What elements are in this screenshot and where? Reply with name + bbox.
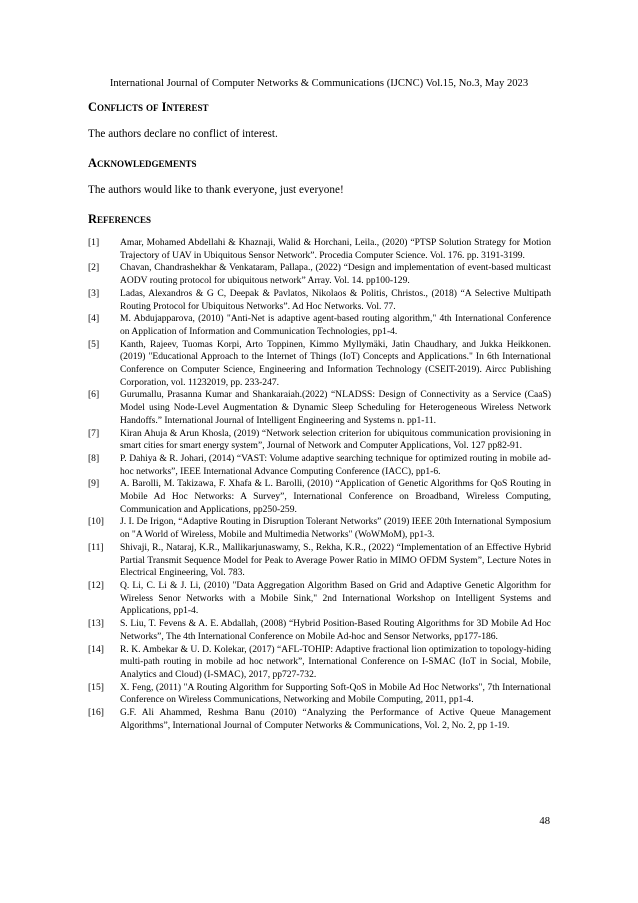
- reference-number: [3]: [88, 287, 100, 299]
- reference-item: [88, 313, 551, 338]
- reference-number: [11]: [88, 541, 104, 553]
- reference-item: [88, 682, 551, 707]
- journal-header: International Journal of Computer Networks & Communications (IJCNC) Vol.15, No.3, May 2023: [109, 78, 529, 89]
- reference-number: [6]: [88, 389, 100, 401]
- reference-item: [88, 618, 551, 643]
- acknowledgements-text: The authors would like to thank everyone, just everyone!: [88, 184, 344, 196]
- acknowledgements-heading: Acknowledgements: [88, 156, 197, 170]
- reference-number: [16]: [88, 707, 104, 719]
- conflicts-heading: Conflicts of Interest: [88, 100, 209, 114]
- reference-text: Kanth, Rajeev, Tuomas Korpi, Arto Toppinen, Kimmo Myllymäki, Jatin Chaudhary, and Jukka Heikkonen.(2019) "Educational Approach to the Internet of Things (IoT) Concepts and Applications." In 6th International Conference on Computer Science, Engineering and Information Technology (CSEIT-2019). Aircc Publishing Corporation, vol. 11232019, pp. 233-247.: [120, 338, 551, 388]
- reference-item: [88, 237, 551, 262]
- reference-item: [88, 478, 551, 516]
- reference-text: M. Abdujapparova, (2010) "Anti-Net is adaptive agent-based routing algorithm," 4th International Conference on Application of Information and Communication Technologies, pp1-4.: [120, 313, 551, 337]
- reference-number: [12]: [88, 579, 104, 591]
- reference-number: [9]: [88, 478, 100, 490]
- reference-item: [88, 262, 551, 287]
- reference-item: [88, 389, 551, 427]
- reference-text: X. Feng, (2011) "A Routing Algorithm for Supporting Soft-QoS in Mobile Ad Hoc Networks", 7th International Conference on Wireless Communications, Networking and Mobile Computing, 2011, pp1-4.: [120, 681, 551, 706]
- reference-item: [88, 580, 551, 618]
- reference-item: [88, 542, 551, 580]
- reference-number: [4]: [88, 313, 100, 325]
- reference-text: Q. Li, C. Li & J. Li, (2010) "Data Aggregation Algorithm Based on Grid and Adaptive Genetic Algorithm for Wireless Senor Networks with a Mobile Sink," 2nd International Workshop on Intelligent Systems and Applications, pp1-4.: [120, 579, 551, 617]
- reference-item: [88, 644, 551, 682]
- reference-number: [13]: [88, 618, 104, 630]
- reference-list: [88, 237, 551, 732]
- reference-text: P. Dahiya & R. Johari, (2014) “VAST: Volume adaptive searching technique for optimized routing in mobile ad-hoc networks”, IEEE International Advance Computing Conference (IACC), pp1-6.: [120, 452, 551, 477]
- reference-number: [2]: [88, 262, 100, 274]
- reference-text: Kiran Ahuja & Arun Khosla, (2019) “Network selection criterion for ubiquitous communication provisioning in smart cities for smart energy system”, Journal of Network and Computer Applications, Vol. 127 pp82-91.: [120, 427, 551, 452]
- references-heading: References: [88, 212, 151, 226]
- reference-text: J. I. De Irigon, “Adaptive Routing in Disruption Tolerant Networks” (2019) IEEE 20th International Symposium on "A World of Wireless, Mobile and Multimedia Networks" (WoWMoM), pp1-3.: [120, 516, 551, 541]
- reference-text: Ladas, Alexandros & G C, Deepak & Pavlatos, Nikolaos & Politis, Christos., (2018) “A Selective Multipath Routing Protocol for Ubiquitous Networks”. Ad Hoc Networks. Vol. 77.: [120, 287, 551, 312]
- reference-text: A. Barolli, M. Takizawa, F. Xhafa & L. Barolli, (2010) “Application of Genetic Algorithms for QoS Routing in Mobile Ad Hoc Networks: A Survey”, International Conference on Broadband, Wireless Computing, Communication and Applications, pp250-259.: [120, 478, 551, 515]
- reference-text: Shivaji, R., Nataraj, K.R., Mallikarjunaswamy, S., Rekha, K.R., (2022) “Implementation of an Effective Hybrid Partial Transmit Sequence Model for Peak to Average Power Ratio in MIMO OFDM System”, Lecture Notes in Electrical Engineering, Vol. 783.: [120, 541, 551, 579]
- reference-number: [1]: [88, 237, 100, 248]
- reference-item: [88, 707, 551, 732]
- reference-number: [7]: [88, 427, 100, 439]
- page-number: 48: [539, 816, 550, 827]
- reference-text: Chavan, Chandrashekhar & Venkataram, Pallapa., (2022) “Design and implementation of event-based multicast AODV routing protocol for ubiquitous network” Array. Vol. 14. pp100-129.: [120, 262, 551, 287]
- reference-number: [5]: [88, 338, 100, 350]
- reference-text: R. K. Ambekar & U. D. Kolekar, (2017) “AFL-TOHIP: Adaptive fractional lion optimization to topology-hiding multi-path routing in mobile ad hoc network”, International Conference on I-SMAC (IoT in Social, Mobile, Analytics and Cloud) (I-SMAC), 2017, pp727-732.: [120, 643, 551, 680]
- conflicts-text: The authors declare no conflict of interest.: [88, 128, 278, 140]
- reference-number: [15]: [88, 681, 104, 693]
- reference-item: [88, 288, 551, 313]
- reference-item: [88, 453, 551, 478]
- reference-text: S. Liu, T. Fevens & A. E. Abdallah, (2008) “Hybrid Position-Based Routing Algorithms for 3D Mobile Ad Hoc Networks”, The 4th International Conference on Mobile Ad-hoc and Sensor Networks, pp177-186.: [120, 618, 551, 642]
- reference-item: [88, 516, 551, 541]
- reference-item: [88, 428, 551, 453]
- reference-item: [88, 339, 551, 390]
- reference-text: Amar, Mohamed Abdellahi & Khaznaji, Walid & Horchani, Leila., (2020) “PTSP Solution Strategy for Motion Trajectory of UAV in Ubiquitous Sensor Network”. Procedia Computer Science. Vol. 176. pp. 3191-3199.: [120, 237, 551, 261]
- reference-number: [10]: [88, 516, 104, 528]
- reference-number: [14]: [88, 643, 104, 655]
- reference-text: G.F. Ali Ahammed, Reshma Banu (2010) “Analyzing the Performance of Active Queue Management Algorithms”, International Journal of Computer Networks & Communications, Vol. 2, No. 2, pp 1-19.: [120, 707, 551, 731]
- reference-text: Gurumallu, Prasanna Kumar and Shankaraiah.(2022) “NLADSS: Design of Connectivity as a Service (CaaS) Model using Node-Level Augmentation & Dynamic Sleep Scheduling for Heterogeneous Wireless Network Handoffs.” International Journal of Intelligent Engineering and Systems n. pp1-11.: [120, 389, 551, 426]
- reference-number: [8]: [88, 452, 100, 464]
